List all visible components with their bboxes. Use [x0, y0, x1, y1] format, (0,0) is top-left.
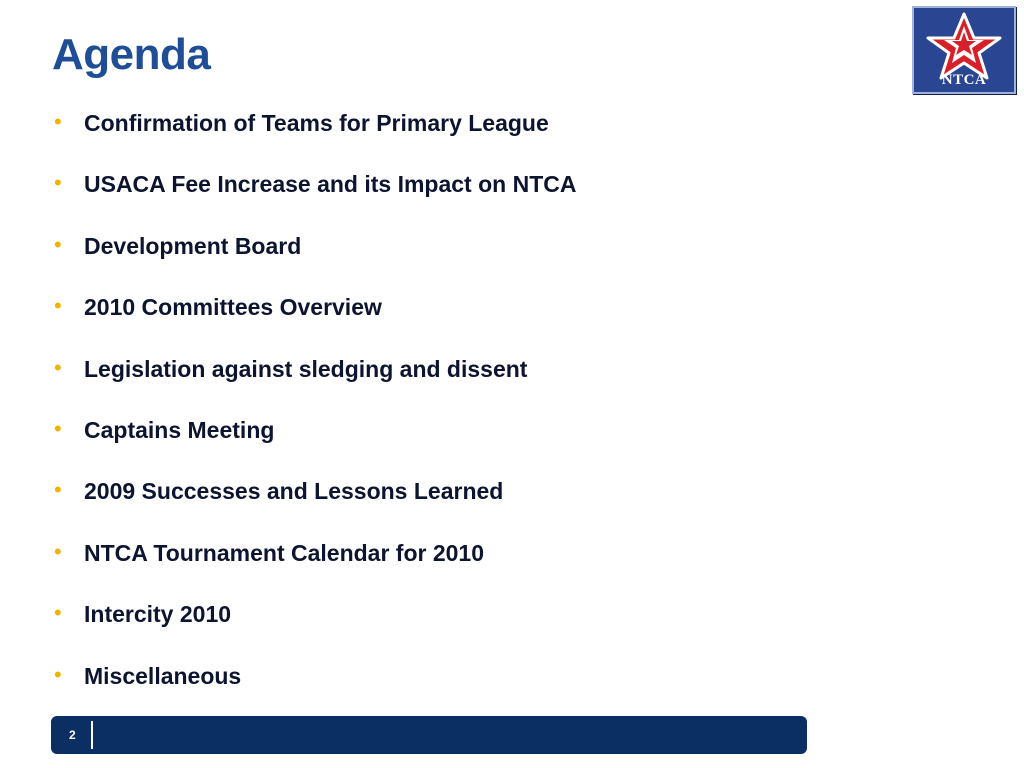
- bullet-icon: •: [54, 354, 62, 380]
- agenda-item: [52, 229, 576, 290]
- bullet-icon: •: [54, 415, 62, 441]
- bullet-icon: •: [54, 109, 62, 134]
- agenda-list: [52, 106, 576, 720]
- agenda-item-label: 2010 Committees Overview: [84, 294, 382, 321]
- agenda-item: [52, 474, 576, 535]
- agenda-item-label: Captains Meeting: [84, 416, 275, 443]
- agenda-item-label: Development Board: [84, 232, 302, 259]
- bullet-icon: •: [54, 293, 62, 319]
- agenda-item-label: Intercity 2010: [84, 601, 232, 628]
- agenda-item: [52, 597, 576, 658]
- bullet-icon: •: [54, 538, 62, 564]
- bullet-icon: •: [54, 600, 62, 626]
- page-title: Agenda: [52, 30, 211, 79]
- agenda-item: [52, 659, 576, 720]
- ntca-logo: [912, 6, 1016, 94]
- agenda-item: [52, 290, 576, 351]
- agenda-item: [52, 413, 576, 474]
- bullet-icon: •: [54, 661, 62, 687]
- bullet-icon: •: [54, 170, 62, 196]
- agenda-item-label: Confirmation of Teams for Primary League: [84, 110, 549, 136]
- bullet-icon: •: [54, 231, 62, 257]
- agenda-item: [52, 536, 576, 597]
- bullet-icon: •: [54, 477, 62, 503]
- agenda-item: [52, 352, 576, 413]
- page-number: 2: [69, 728, 76, 742]
- agenda-item-label: USACA Fee Increase and its Impact on NTCA: [84, 171, 577, 198]
- agenda-item: [52, 167, 576, 228]
- logo-text: NTCA: [941, 72, 987, 88]
- footer-bar: [51, 716, 807, 754]
- agenda-item-label: 2009 Successes and Lessons Learned: [84, 478, 504, 505]
- footer-divider: [91, 721, 93, 749]
- agenda-item: [52, 106, 576, 167]
- agenda-item-label: NTCA Tournament Calendar for 2010: [84, 539, 485, 566]
- agenda-item-label: Legislation against sledging and dissent: [84, 355, 528, 382]
- agenda-item-label: Miscellaneous: [84, 662, 242, 689]
